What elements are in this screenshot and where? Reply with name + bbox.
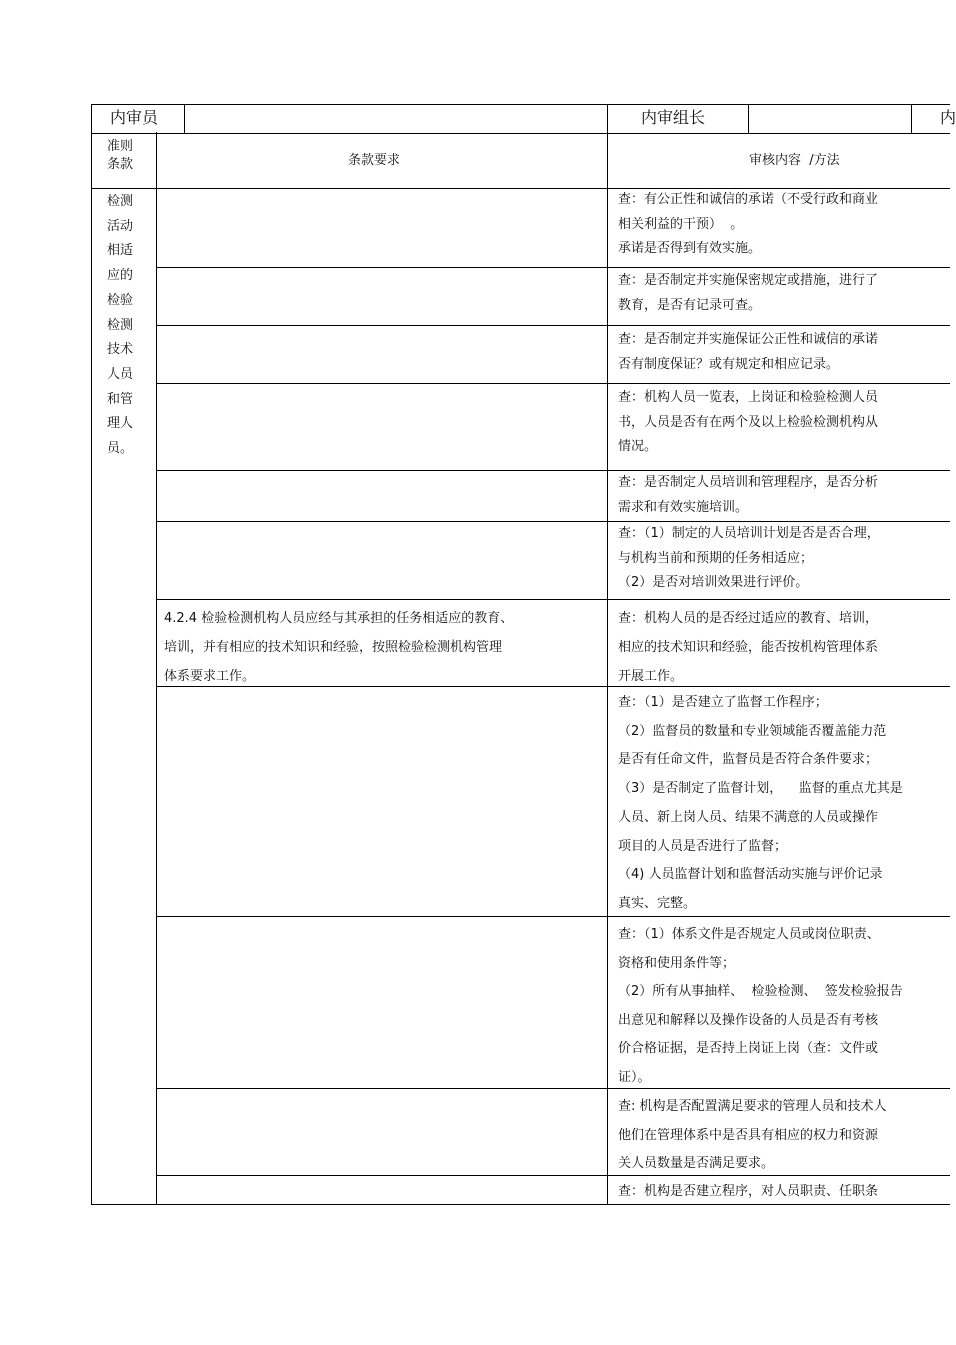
row-divider: [156, 383, 950, 384]
audit-cell: 查：是否制定人员培训和管理程序，是否分析 需求和有效实施培训。: [618, 475, 879, 515]
audit-cell: 查：（1）体系文件是否规定人员或岗位职责、 资格和使用条件等； （2）所有从事抽样、 检验检测、 签发检验报告 出意见和解释以及操作设备的人员是否有考核 价合格证据，是否持上岗证上岗（查：文件或 证）。: [618, 927, 903, 1085]
requirement-column-header: 条款要求: [348, 153, 401, 168]
leader-label: 内审组长: [641, 108, 706, 127]
audit-cell: 查：（1）是否建立了监督工作程序； （2）监督员的数量和专业领域能否覆盖能力范 是否有任命文件，监督员是否符合条件要求； （3）是否制定了监督计划， 监督的重点尤其是 人员、新上岗人员、结果不满意的人员或操作 项目的人员是否进行了监督； （4) 人员监督计划和监督活动实施与评价记录 真实、完整。: [618, 695, 903, 911]
audit-cell: 查：是否制定并实施保证公正性和诚信的承诺 否有制度保证？或有规定和相应记录。: [618, 332, 879, 372]
leader-label-cell: [607, 105, 749, 133]
audit-cell: 查：机构人员的是否经过适应的教育、培训， 相应的技术知识和经验，能否按机构管理体系 开展工作。: [618, 611, 879, 684]
header-row: [91, 104, 956, 134]
audit-column-header: 审核内容 /方法: [749, 153, 840, 168]
requirement-cell: 4.2.4 检验检测机构人员应经与其承担的任务相适应的教育、 培训，并有相应的技术知识和经验，按照检验检测机构管理 体系要求工作。: [164, 611, 514, 684]
audit-cell: 查：有公正性和诚信的承诺（不受行政和商业 相关利益的干预） 。 承诺是否得到有效实施。: [618, 192, 879, 256]
audit-cell: 查: 机构是否配置满足要求的管理人员和技术人 他们在管理体系中是否具有相应的权力和资源 关人员数量是否满足要求。: [618, 1099, 887, 1172]
auditor-value-cell[interactable]: [184, 105, 607, 133]
table-left-border: [91, 132, 92, 1204]
row-divider: [156, 325, 950, 326]
auditor-label: 内审员: [110, 108, 159, 127]
audit-column-border: [607, 132, 608, 1204]
criterion-column-header: 准则 条款: [107, 139, 134, 172]
audit-cell: 查：机构是否建立程序，对人员职责、任职条: [618, 1184, 879, 1199]
criterion-text: 检测 活动 相适 应的 检验 检测 技术 人员 和管 理人 员。: [107, 194, 134, 457]
cut-label: 内: [940, 108, 956, 127]
audit-cell: 查：机构人员一览表，上岗证和检验检测人员 书，人员是否有在两个及以上检验检测机构从 情况。: [618, 390, 879, 454]
row-divider: [156, 267, 950, 268]
row-divider: [156, 599, 950, 600]
audit-cell: 查：（1）制定的人员培训计划是否是否合理， 与机构当前和预期的任务相适应； （2）是否对培训效果进行评价。: [618, 526, 880, 590]
audit-cell: 查：是否制定并实施保密规定或措施，进行了 教育，是否有记录可查。: [618, 273, 879, 313]
leader-value-cell[interactable]: [748, 105, 912, 133]
auditor-label-cell: [91, 105, 185, 133]
audit-table: [91, 132, 950, 1205]
criterion-column-border: [156, 132, 157, 1204]
cut-label-cell: [911, 105, 956, 133]
